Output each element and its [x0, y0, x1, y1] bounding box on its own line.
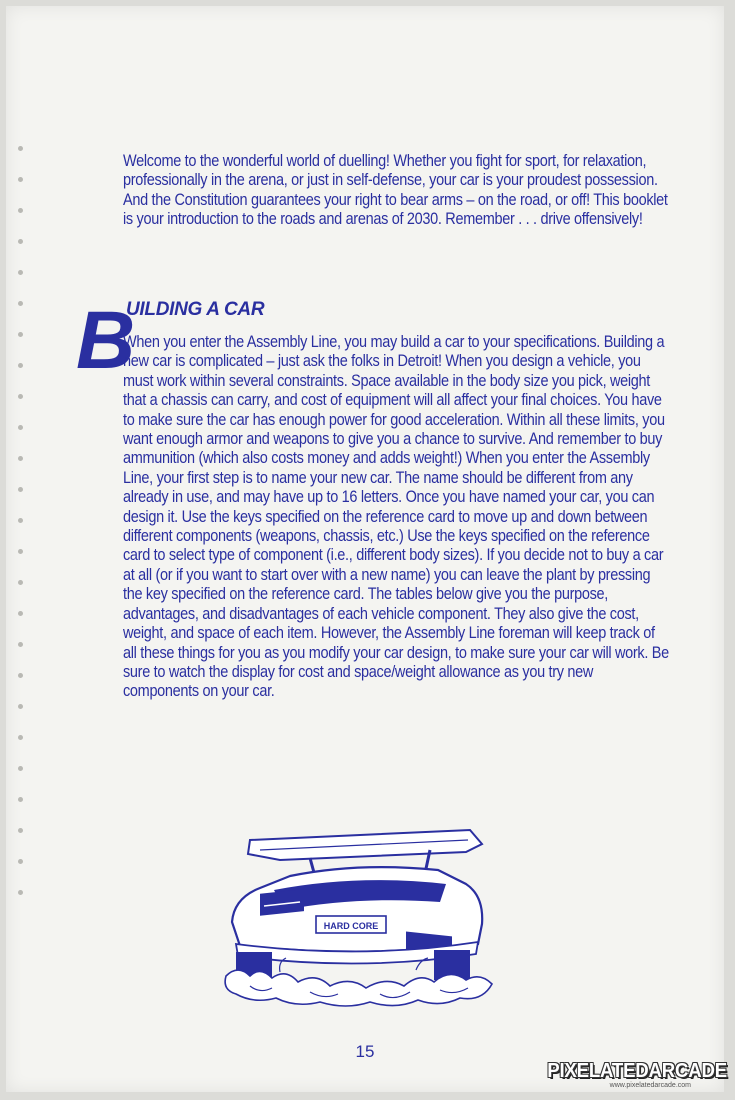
tire-smoke	[225, 970, 492, 1006]
site-watermark	[531, 1061, 727, 1091]
intro-paragraph: Welcome to the wonderful world of duelling! Whether you fight for sport, for relaxation, professionally in the arena, or just in self-defense, your car is your proudest possession. And the Constitution guarantees your right to bear arms – on the road, or off! This booklet is your introduction to the roads and arenas of 2030. Remember . . . drive offensively!	[123, 152, 668, 229]
page-number: 15	[355, 1042, 375, 1061]
staple-holes	[14, 146, 28, 906]
section-heading: UILDING A CAR	[126, 299, 265, 320]
watermark-url: www.pixelatedarcade.com	[609, 1082, 691, 1089]
body-paragraph: When you enter the Assembly Line, you may build a car to your specifications. Building a new car is complicated – just ask the folks in Detroit! When you design a vehicle, you must work within several constraints. Space available in the body size you pick, weight that a chassis can carry, and cost of equipment will all affect your final choices. You have to make sure the car has enough power for good acceleration. Within all these limits, you want enough armor and weapons to give you a chance to survive. And remember to buy ammunition (which also costs money and adds weight!) When you enter the Assembly Line, your first step is to name your new car. The name should be different from any already in use, and may have up to 16 letters. Once you have named your car, you can design it. Use the keys specified on the reference card to move up and down between different components (weapons, chassis, etc.) Use the keys specified on the reference card to select type of component (i.e., different body sizes). If you decide not to buy a car at all (or if you want to start over with a new name) you can leave the plant by pressing the key specified on the reference card. The tables below give you the purpose, advantages, and disadvantages of each vehicle component. They also give the cost, weight, and space of each item. However, the Assembly Line foreman will keep track of all these things for you as you modify your car design, to make sure your car will work. Be sure to watch the display for cost and space/weight allowance as you try new components on your car.	[123, 333, 669, 701]
car-plate-text: HARD CORE	[323, 921, 379, 931]
section-dropcap: B	[76, 295, 134, 386]
car-illustration	[220, 826, 496, 1010]
watermark-logo-text: PIXELATEDARCADE	[547, 1060, 727, 1082]
booklet-page	[6, 6, 724, 1092]
